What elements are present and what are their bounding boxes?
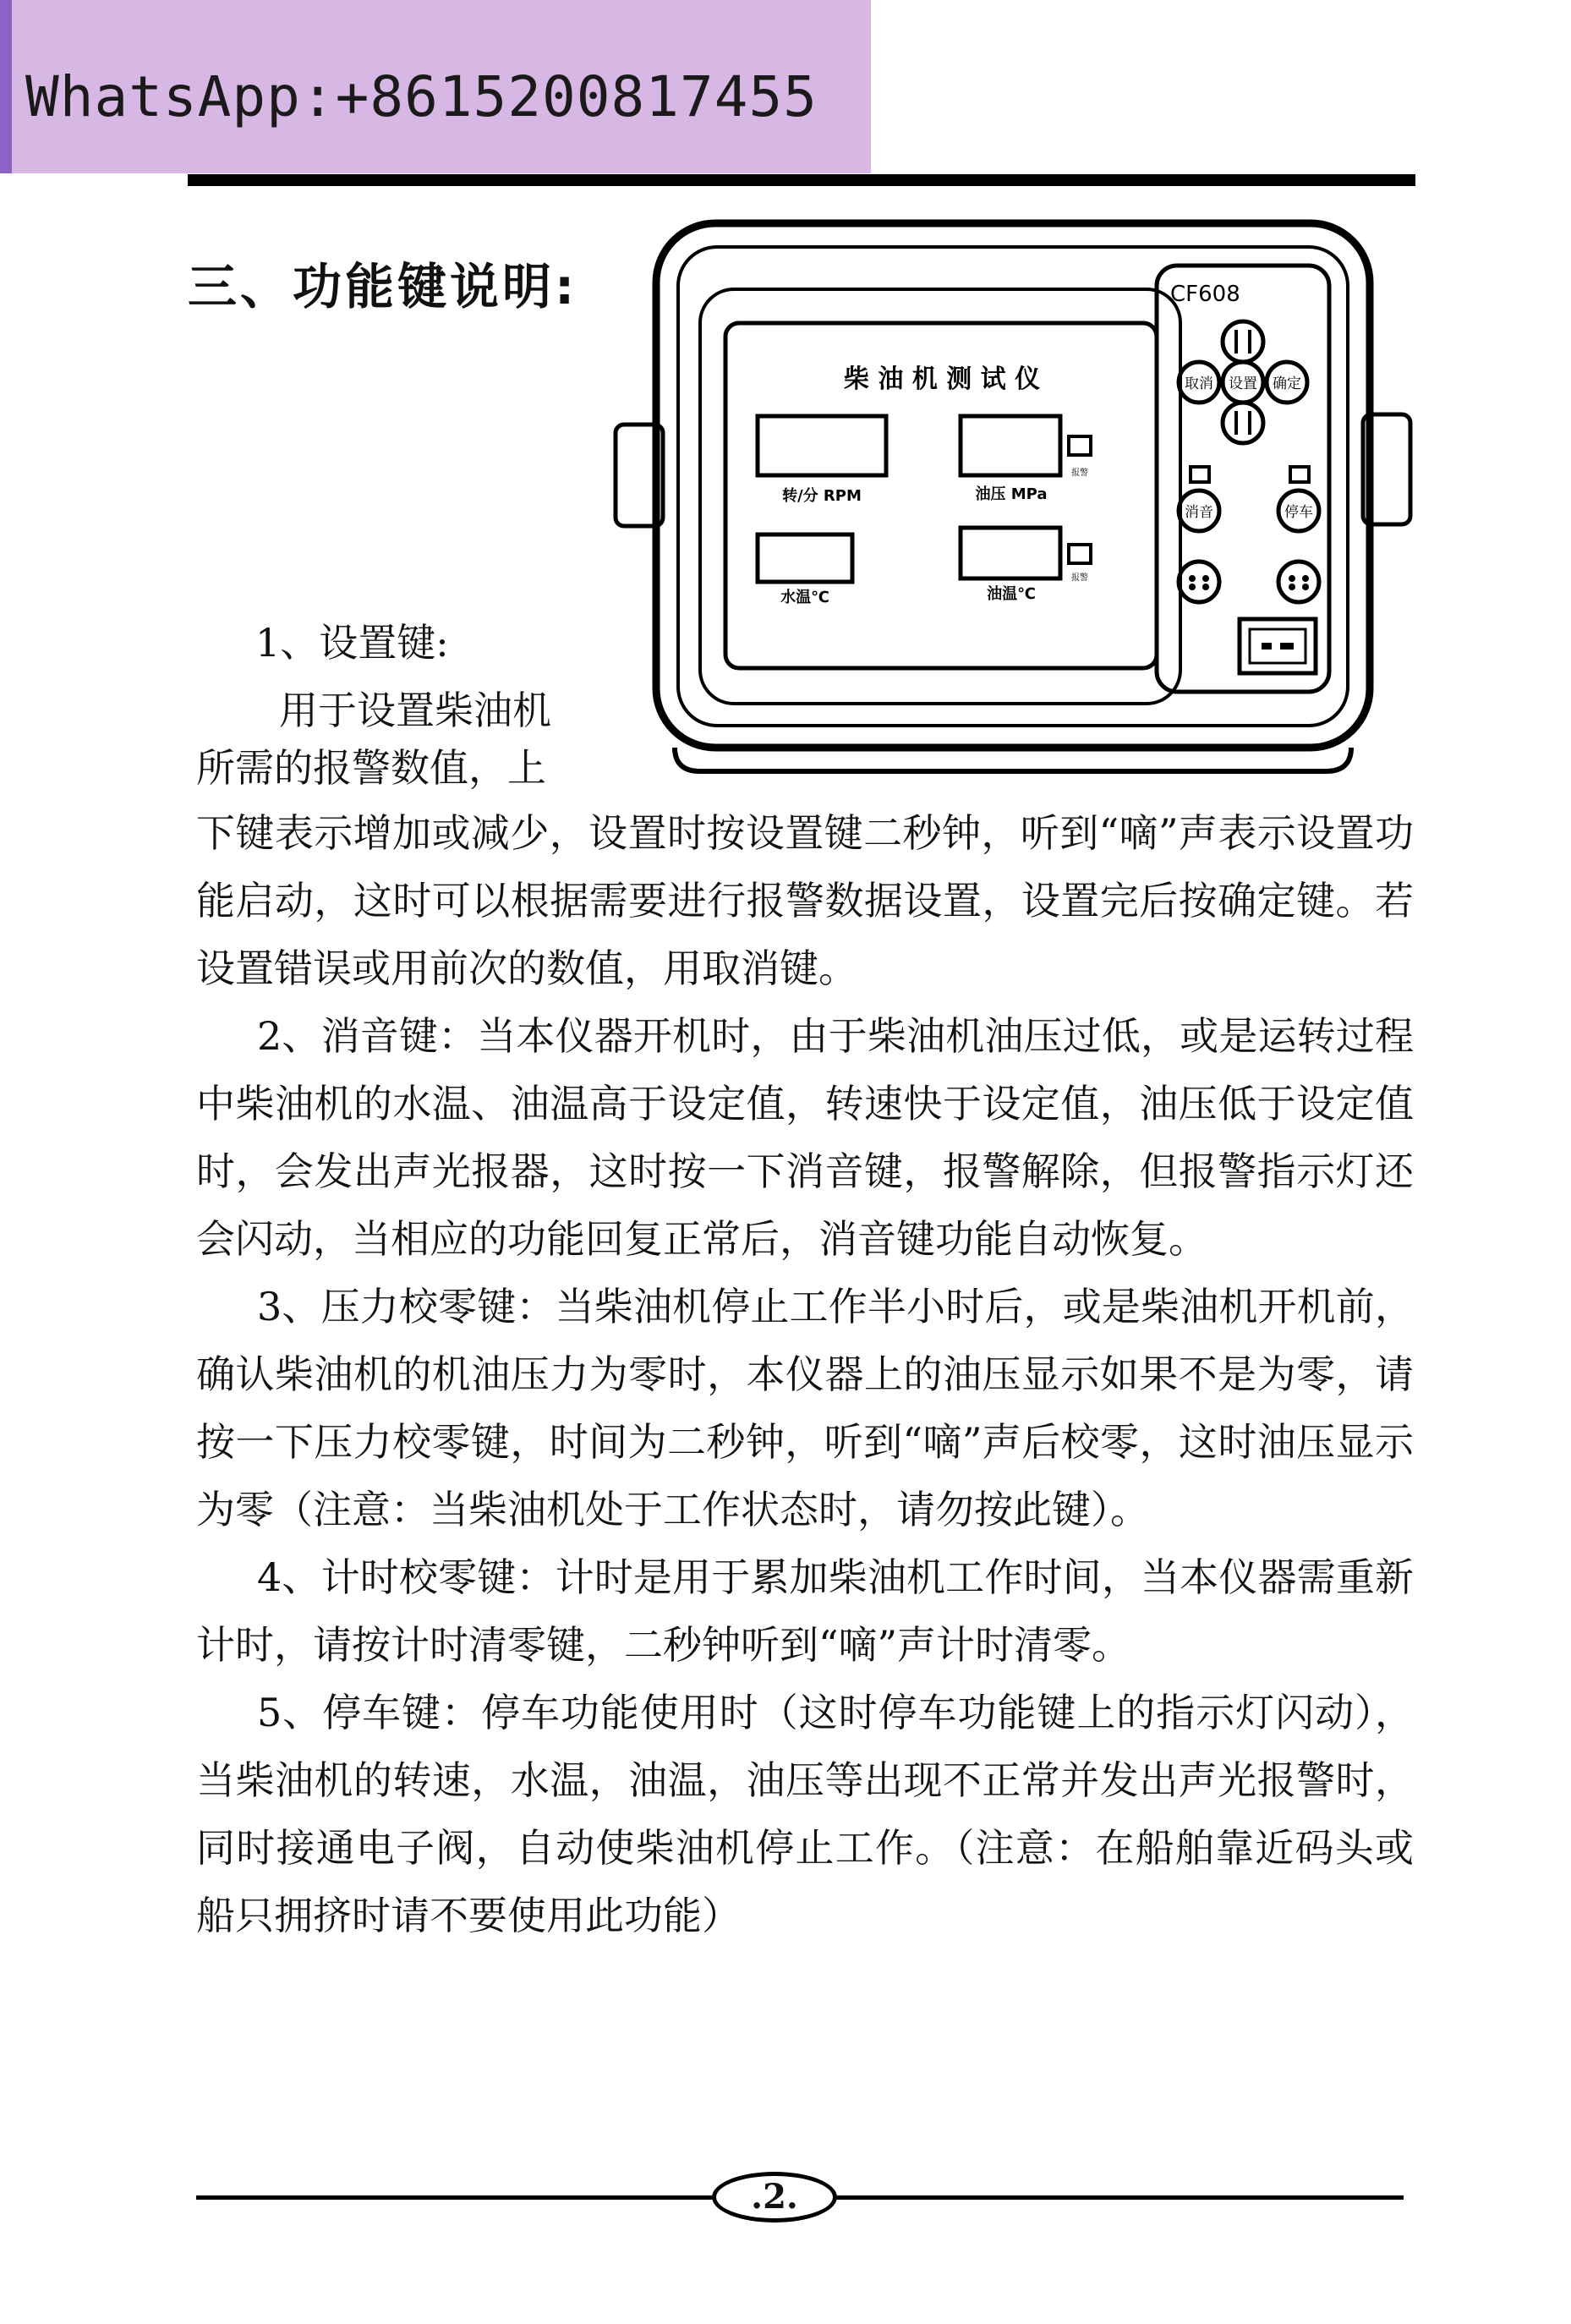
alarm-label: 报警	[1071, 573, 1088, 583]
item1-line2: 所需的报警数值，上	[196, 745, 546, 791]
set-key-label: 设置	[1229, 375, 1257, 392]
body-text	[196, 799, 1414, 1949]
item2-paragraph: 2、消音键：当本仪器开机时，由于柴油机油压过低，或是运转过程中柴油机的水温、油温高于设定值，转速快于设定值，油压低于设定值时，会发出声光报器，这时按一下消音键，报警解除，但报警指示灯还会闪动，当相应的功能回复正常后，消音键功能自动恢复。	[196, 1013, 1414, 1262]
mute-key-label: 消音	[1185, 504, 1213, 521]
item5-paragraph: 5、停车键：停车功能使用时（这时停车功能键上的指示灯闪动），当柴油机的转速，水温，油温，油压等出现不正常并发出声光报警时，同时接通电子阀，自动使柴油机停止工作。（注意：在船舶靠近码头或船只拥挤时请不要使用此功能）	[196, 1690, 1414, 1938]
stop-key-label: 停车	[1284, 504, 1313, 521]
top-rule	[188, 174, 1415, 186]
item3-paragraph: 3、压力校零键：当柴油机停止工作半小时后，或是柴油机开机前，确认柴油机的机油压力为零时，本仪器上的油压显示如果不是为零，请按一下压力校零键，时间为二秒钟，听到“嘀”声后校零，这时油压显示为零（注意：当柴油机处于工作状态时，请勿按此键）。	[196, 1284, 1414, 1532]
rpm-label: 转/分 RPM	[782, 487, 862, 505]
page-number: .2.	[712, 2172, 837, 2223]
device-illustration	[607, 213, 1419, 780]
device-panel-title: 柴 油 机 测 试 仪	[843, 364, 1041, 394]
section-title: 三、功能键说明:	[188, 258, 578, 315]
watermark-text: WhatsApp:+8615200817455	[25, 64, 818, 129]
item1-line1: 用于设置柴油机	[279, 688, 551, 733]
confirm-key-label: 确定	[1273, 375, 1301, 392]
item4-paragraph: 4、计时校零键：计时是用于累加柴油机工作时间，当本仪器需重新计时，请按计时清零键，二秒钟听到“嘀”声计时清零。	[196, 1554, 1414, 1668]
item1-paragraph: 下键表示增加或减少，设置时按设置键二秒钟，听到“嘀”声表示设置功能启动，这时可以根据需要进行报警数据设置，设置完后按确定键。若设置错误或用前次的数值，用取消键。	[196, 810, 1414, 991]
footer-rule-right	[835, 2195, 1404, 2200]
oil-temp-label: 油温℃	[987, 585, 1036, 603]
item1-heading: 1、设置键:	[255, 620, 449, 666]
water-temp-label: 水温℃	[780, 589, 829, 606]
oil-pressure-label: 油压 MPa	[975, 485, 1048, 503]
device-model: CF608	[1170, 282, 1240, 307]
watermark-banner	[0, 0, 871, 173]
cancel-key-label: 取消	[1185, 375, 1213, 392]
footer-rule-left	[196, 2195, 714, 2200]
alarm-label: 报警	[1071, 469, 1088, 478]
